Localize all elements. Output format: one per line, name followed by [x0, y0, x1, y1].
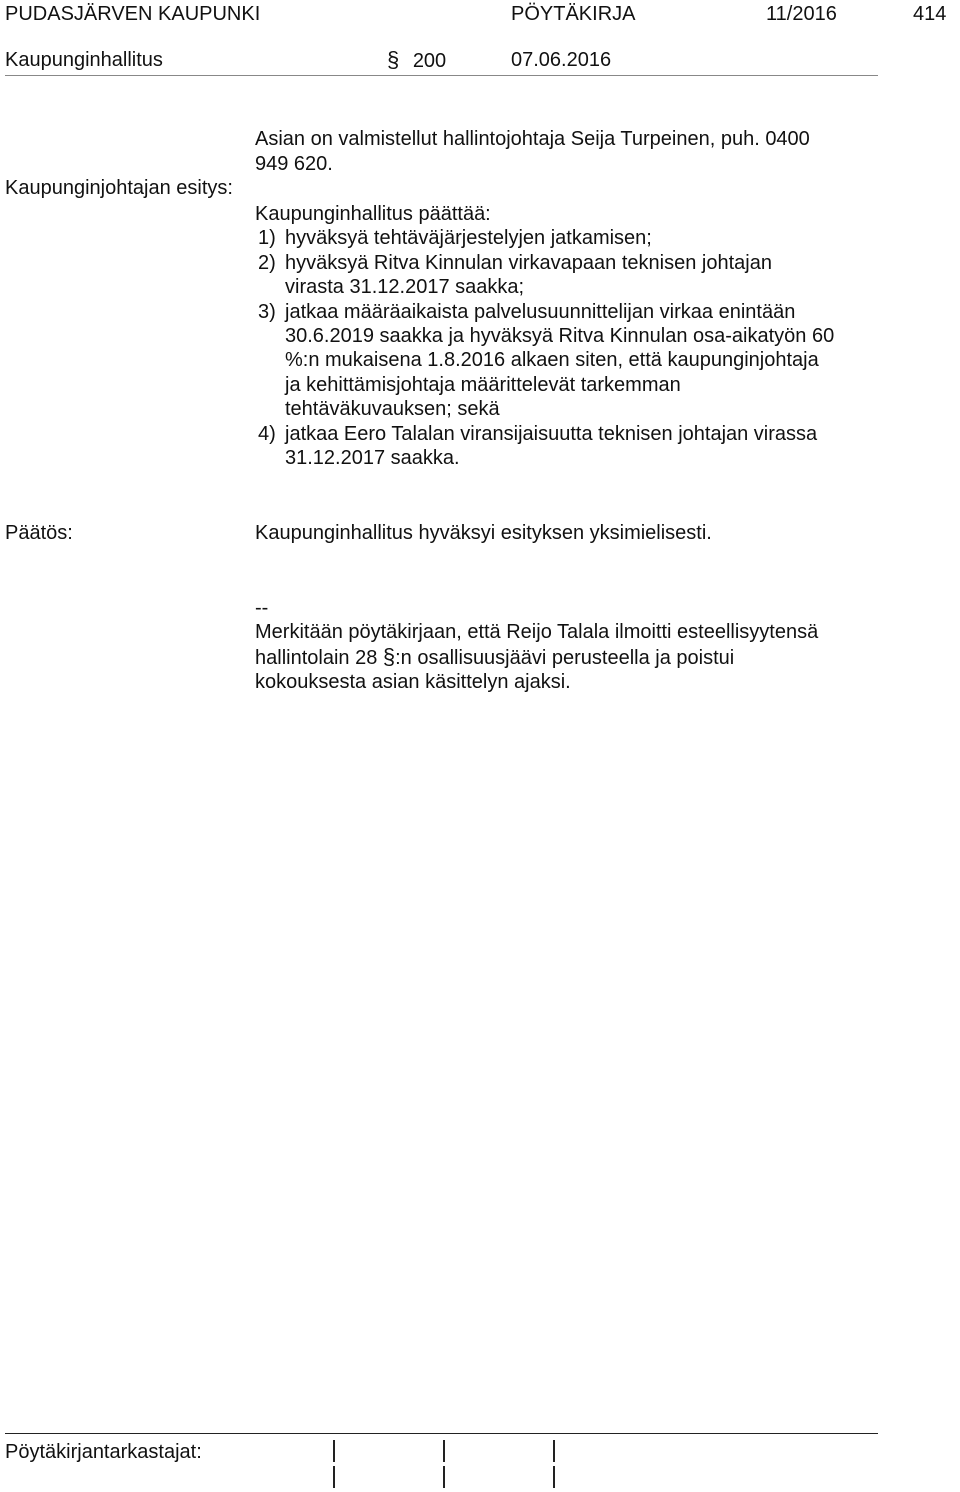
header-section [387, 48, 446, 73]
header-body: Kaupunginhallitus [5, 49, 163, 71]
proposal-item-3-line-1: jatkaa määräaikaista palvelusuunnittelijan virkaa enintään [285, 301, 796, 323]
preparer-line-1: Asian on valmistellut hallintojohtaja Seija Turpeinen, puh. 0400 [255, 128, 810, 150]
proposal-item-4-line-1: jatkaa Eero Talalan viransijaisuutta teknisen johtajan virassa [285, 423, 818, 445]
footer-label: Pöytäkirjantarkastajat: [5, 1441, 202, 1463]
note-line-2 [255, 645, 734, 670]
footer-divider [5, 1433, 878, 1434]
decision-text: Kaupunginhallitus hyväksyi esityksen yksimielisesti. [255, 522, 712, 544]
proposal-item-2-number: 2) [258, 252, 276, 274]
proposal-item-2-line-1: hyväksyä Ritva Kinnulan virkavapaan teknisen johtajan [285, 252, 772, 274]
proposal-item-1-line-1: hyväksyä tehtäväjärjestelyjen jatkamisen; [285, 227, 652, 249]
proposal-item-3-line-4: ja kehittämisjohtaja määrittelevät tarkemman [285, 374, 681, 396]
section-sign-icon: § [382, 644, 396, 669]
proposal-intro: Kaupunginhallitus päättää: [255, 203, 491, 225]
header-date: 07.06.2016 [511, 49, 612, 71]
header-doc-type: PÖYTÄKIRJA [511, 3, 636, 25]
note-line-1: Merkitään pöytäkirjaan, että Reijo Talala ilmoitti esteellisyytensä [255, 621, 819, 643]
proposal-label: Kaupunginjohtajan esitys: [5, 177, 233, 199]
section-sign-icon: § [387, 47, 400, 72]
note-line-3: kokouksesta asian käsittelyn ajaksi. [255, 671, 571, 693]
header-divider [5, 75, 878, 76]
proposal-item-3-number: 3) [258, 301, 276, 323]
header-page-number: 414 [913, 3, 947, 25]
proposal-item-3-line-5: tehtäväkuvauksen; sekä [285, 398, 500, 420]
proposal-item-4-number: 4) [258, 423, 276, 445]
note-line-2-start: hallintolain 28 [255, 647, 383, 669]
proposal-item-3-line-3: %:n mukaisena 1.8.2016 alkaen siten, että kaupunginjohtaja [285, 349, 819, 371]
signature-box-1-top [333, 1440, 335, 1462]
note-line-2-end: :n osallisuusjäävi perusteella ja poistui [395, 647, 735, 669]
signature-box-2-top [443, 1440, 445, 1462]
section-number: 200 [412, 50, 447, 72]
proposal-item-4-line-2: 31.12.2017 saakka. [285, 447, 460, 469]
preparer-line-2: 949 620. [255, 153, 333, 175]
signature-box-3-bottom [553, 1466, 555, 1488]
proposal-item-3-line-2: 30.6.2019 saakka ja hyväksyä Ritva Kinnulan osa-aikatyön 60 [285, 325, 835, 347]
signature-box-1-bottom [333, 1466, 335, 1488]
proposal-item-2-line-2: virasta 31.12.2017 saakka; [285, 276, 525, 298]
signature-box-3-top [553, 1440, 555, 1462]
proposal-item-1-number: 1) [258, 227, 276, 249]
note-dash: -- [255, 597, 269, 619]
header-doc-number: 11/2016 [766, 3, 837, 25]
decision-label: Päätös: [5, 522, 73, 544]
signature-box-2-bottom [443, 1466, 445, 1488]
header-municipality: PUDASJÄRVEN KAUPUNKI [5, 3, 261, 25]
